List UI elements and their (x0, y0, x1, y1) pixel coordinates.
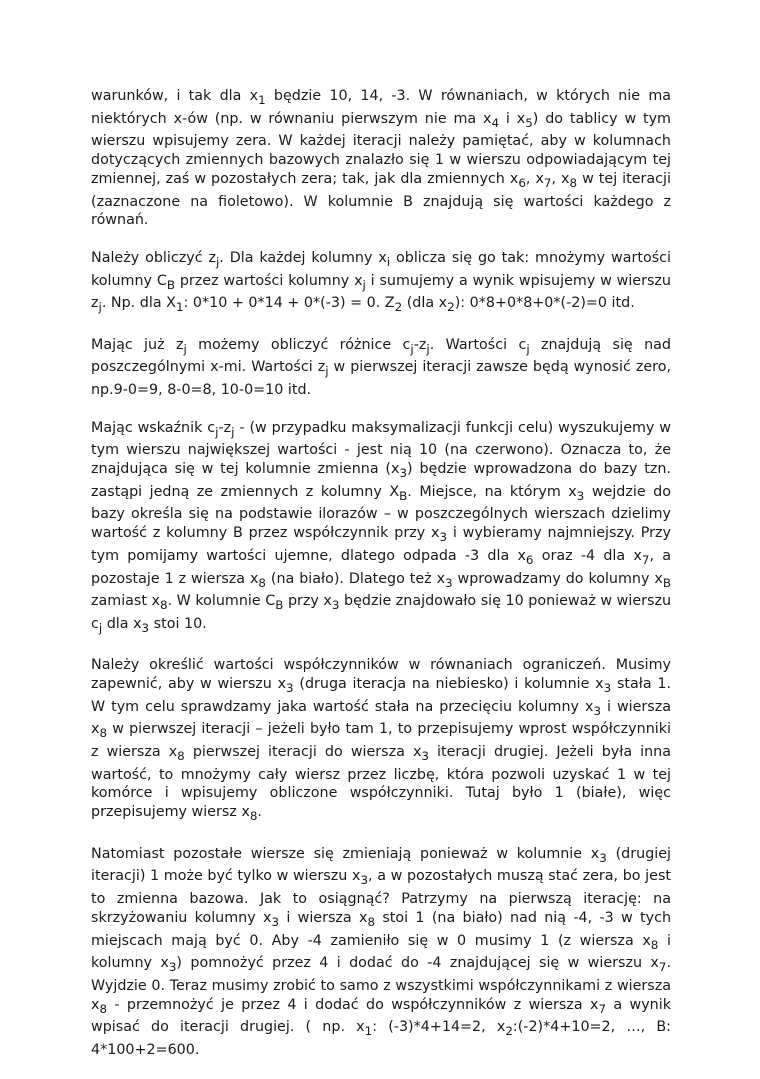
subscript: 1 (175, 300, 184, 315)
body-paragraph (91, 249, 671, 317)
subscript: 7 (543, 175, 552, 190)
text-run: wejdzie do bazy określa się na podstawie ilorazów – w poszczególnych wierszach dzielimy wartość z kolumny B przez współczynnik przy x (91, 483, 671, 542)
text-run: będzie 10, 14, -3. W równaniach, w których nie ma niektórych x-ów (np. w równaniu pierwszym nie ma x (91, 88, 672, 127)
subscript: 3 (439, 530, 448, 545)
text-run: zamiast x (91, 593, 160, 610)
subscript: 3 (593, 703, 602, 718)
subscript: 3 (168, 960, 177, 975)
subscript: 1 (258, 92, 266, 107)
subscript: 3 (331, 598, 340, 613)
text-run: . Wyjdzie 0. Teraz musimy zrobić to samo z wszystkimi współczynnikami z wiersza x (91, 955, 671, 1013)
subscript: 8 (367, 914, 376, 929)
subscript: j (98, 620, 103, 635)
text-run: ) pomnożyć przez 4 i dodać do -4 znajdującej się w wierszu x (176, 955, 659, 972)
text-run: : 0*10 + 0*14 + 0*(-3) = 0. Z (183, 295, 395, 312)
text-run: stoi 10. (149, 615, 207, 632)
subscript: 4 (491, 115, 500, 130)
text-run: i x (499, 110, 526, 127)
text-run: oblicza się go tak: mnożymy wartości kolumny C (91, 249, 671, 289)
text-run: -z (413, 336, 427, 353)
subscript: 3 (286, 680, 294, 695)
text-run: znajdują się nad poszczególnymi x-mi. Wartości z (91, 336, 671, 376)
text-run: możemy obliczyć różnice c (186, 336, 411, 353)
subscript: j (526, 341, 530, 356)
subscript: j (362, 277, 366, 292)
document-page (91, 87, 671, 1079)
text-run: , a w pozostałych muszą stać zera, bo jest to zmienna bazowa. Jak to osiągnąć? Patrzymy na pierwszą iterację: na skrzyżowaniu kolumny x (91, 868, 671, 926)
text-run: : (-3)*4+14=2, x (372, 1019, 506, 1036)
subscript: 8 (177, 748, 185, 763)
subscript: B (166, 277, 175, 292)
text-run: Mając wskaźnik c (91, 419, 216, 436)
subscript: 3 (445, 575, 453, 590)
text-run: Należy obliczyć z (91, 249, 216, 266)
text-run: . W kolumnie C (167, 593, 276, 610)
subscript: j (98, 300, 102, 315)
text-run: w pierwszej iteracji – jeżeli było tam 1, to przepisujemy wprost współczynniki z wiersza x (91, 721, 671, 761)
subscript: 7 (598, 1001, 607, 1016)
text-run: i wiersza x (279, 909, 368, 926)
body-paragraph (91, 336, 671, 400)
text-run: , x (551, 170, 570, 187)
text-run: Mając już z (91, 336, 184, 353)
text-run: (na biało). Dlatego też x (266, 570, 446, 587)
subscript: 3 (599, 850, 607, 865)
text-run: Należy określić wartości współczynników w równaniach ograniczeń. Musimy zapewnić, aby w wierszu x (91, 657, 671, 693)
text-run: (dla x (402, 295, 448, 312)
text-run: i wybieramy najmniejszy. Przy tym pomijamy wartości ujemne, dlatego odpada -3 dla x (91, 525, 671, 564)
subscript: 8 (99, 726, 108, 741)
subscript: j (215, 424, 219, 439)
text-run: . (257, 804, 262, 821)
body-paragraph (91, 845, 671, 1060)
text-run: pierwszej iteracji do wiersza x (184, 744, 422, 761)
subscript: j (325, 364, 329, 379)
subscript: 3 (399, 465, 408, 480)
body-paragraph (91, 656, 671, 826)
text-run: i wiersza x (91, 698, 672, 738)
text-run: (druga iteracja na niebiesko) i kolumnie x (293, 676, 604, 693)
subscript: j (231, 424, 235, 439)
text-run: ): 0*8+0*8+0*(-2)=0 itd. (454, 295, 635, 312)
text-run: i kolumny x (91, 932, 671, 972)
text-run: . Miejsce, na którym x (407, 483, 577, 500)
text-run: . Np. dla X (101, 295, 176, 312)
text-run: wprowadzamy do kolumny x (452, 570, 663, 587)
subscript: 3 (141, 620, 150, 635)
text-run: (drugiej iteracji) 1 może być tylko w wierszu x (91, 845, 672, 885)
text-run: :(-2)*4+10=2, …, B: 4*100+2=600. (91, 1019, 671, 1058)
subscript: j (215, 254, 220, 269)
body-paragraph (91, 87, 671, 230)
subscript: B (399, 488, 408, 503)
subscript: 6 (518, 175, 526, 190)
text-run: przy x (283, 593, 332, 610)
subscript: 3 (603, 680, 612, 695)
subscript: B (662, 575, 671, 590)
subscript: 1 (364, 1024, 373, 1039)
text-run: - przemnożyć je przez 4 i dodać do współczynników z wiersza x (107, 996, 599, 1013)
subscript: 8 (650, 937, 659, 952)
body-paragraph (91, 419, 671, 638)
text-run: w tej iteracji (zaznaczone na fioletowo). W kolumnie B znajdują się wartości każdego z równań. (91, 170, 671, 229)
text-run: i sumujemy a wynik wpisujemy w wierszu z (91, 272, 671, 312)
subscript: 2 (447, 300, 455, 315)
text-run: . Dla każdej kolumny x (219, 249, 387, 266)
text-run: będzie znajdowało się 10 ponieważ w wierszu c (91, 593, 672, 632)
subscript: i (386, 254, 391, 269)
subscript: 3 (360, 873, 369, 888)
text-run: w pierwszej iteracji zawsze będą wynosić zero, np.9-0=9, 8-0=8, 10-0=10 itd. (91, 359, 671, 399)
text-run: stała 1. W tym celu sprawdzamy jaka wartość stała na przecięciu kolumny x (91, 676, 671, 715)
subscript: j (183, 341, 187, 356)
subscript: 3 (576, 488, 585, 503)
subscript: B (275, 598, 284, 613)
text-run: - (w przypadku maksymalizacji funkcji celu) wyszukujemy w tym wierszu największej wartości - jest nią 10 (na czerwono). Oznacza to, że znajdująca się w tej kolumnie zmienna (x (91, 419, 671, 478)
text-run: oraz -4 dla x (533, 547, 642, 564)
subscript: j (410, 341, 414, 356)
subscript: 3 (271, 914, 280, 929)
subscript: 2 (394, 300, 403, 315)
text-run: przez wartości kolumny x (175, 272, 363, 289)
text-run: ) będzie wprowadzona do bazy tzn. zastąpi jedną ze zmiennych z kolumny X (91, 461, 671, 500)
subscript: 7 (658, 960, 667, 975)
text-run: ) do tablicy w tym wierszu wpisujemy zera. W każdej iteracji należy pamiętać, aby w kolumnach dotyczących zmiennych bazowych znalazło się 1 w wierszu odpowiadającym tej zmiennej, zaś w pozostałych zera; tak, jak dla zmiennych x (91, 110, 671, 187)
text-run: dla x (102, 615, 142, 632)
subscript: 6 (525, 552, 534, 567)
text-run: iteracji drugiej. Jeżeli była inna wartość, to mnożymy cały wiersz przez liczbę, która pozwoli uzyskać 1 w tej komórce i wpisujemy obliczone współczynniki. Tutaj było 1 (białe), więc przepisujemy wiersz x (91, 744, 672, 821)
subscript: 2 (505, 1024, 513, 1039)
subscript: 5 (525, 115, 533, 130)
subscript: 8 (99, 1001, 108, 1016)
text-run: a wynik wpisać do iteracji drugiej. ( np. x (91, 996, 671, 1036)
subscript: j (426, 341, 430, 356)
text-run: warunków, i tak dla x (91, 88, 259, 104)
text-run: . Wartości c (429, 336, 527, 353)
subscript: 8 (249, 809, 258, 824)
text-run: stoi 1 (na biało) nad nią -4, -3 w tych miejscach mają być 0. Aby -4 zamieniło się w 0 musimy 1 (z wiersza x (91, 909, 672, 949)
subscript: 7 (641, 552, 650, 567)
text-run: , a pozostaje 1 z wiersza x (91, 547, 671, 587)
text-run: Natomiast pozostałe wiersze się zmieniają ponieważ w kolumnie x (91, 845, 600, 862)
subscript: 3 (421, 748, 429, 763)
subscript: 8 (160, 598, 168, 613)
subscript: 8 (258, 575, 266, 590)
text-run: , x (525, 170, 544, 187)
text-run: -z (218, 419, 232, 436)
subscript: 8 (569, 175, 578, 190)
